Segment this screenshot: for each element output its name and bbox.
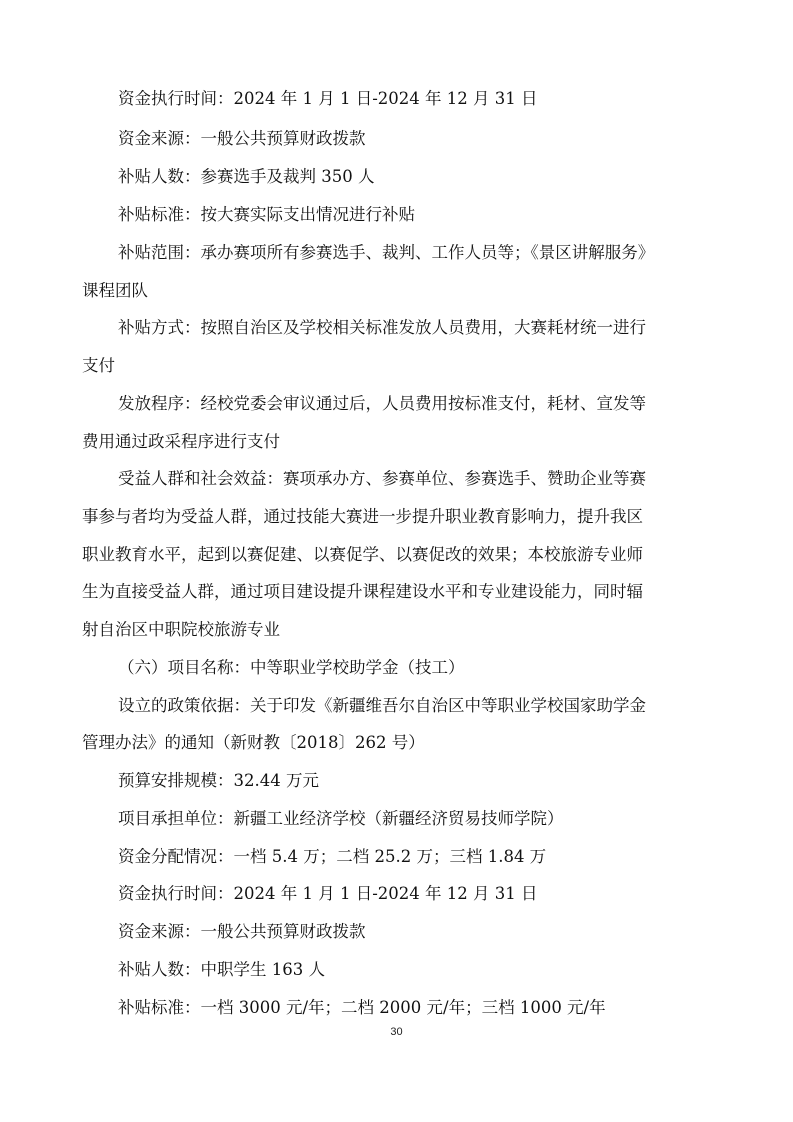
text-line: 事参与者均为受益人群，通过技能大赛进一步提升职业教育影响力，提升我区	[82, 507, 643, 526]
text-line: 课程团队	[82, 281, 148, 300]
text-line: 资金分配情况：一档 5.4 万；二档 25.2 万；三档 1.84 万	[118, 847, 547, 866]
text-line: 项目承担单位：新疆工业经济学校（新疆经济贸易技师学院）	[118, 809, 564, 828]
text-line: 射自治区中职院校旅游专业	[82, 620, 280, 639]
text-line: 资金执行时间：2024 年 1 月 1 日-2024 年 12 月 31 日	[118, 884, 538, 903]
text-line: 职业教育水平，起到以赛促建、以赛促学、以赛促改的效果；本校旅游专业师	[82, 545, 643, 564]
text-line: 支付	[82, 356, 115, 375]
text-line: 发放程序：经校党委会审议通过后，人员费用按标准支付，耗材、宣发等	[118, 394, 646, 413]
text-line: 补贴范围：承办赛项所有参赛选手、裁判、工作人员等；《景区讲解服务》	[118, 243, 655, 262]
text-line: 费用通过政采程序进行支付	[82, 432, 280, 451]
text-line: 补贴人数：中职学生 163 人	[118, 960, 325, 979]
text-line: 设立的政策依据：关于印发《新疆维吾尔自治区中等职业学校国家助学金	[118, 696, 646, 715]
text-line: 资金来源：一般公共预算财政拨款	[118, 129, 366, 148]
text-line: 资金执行时间：2024 年 1 月 1 日-2024 年 12 月 31 日	[118, 89, 538, 108]
text-line: 预算安排规模：32.44 万元	[118, 771, 319, 790]
text-line: 补贴人数：参赛选手及裁判 350 人	[118, 167, 375, 186]
section-heading: （六）项目名称：中等职业学校助学金（技工）	[118, 658, 465, 677]
text-line: 受益人群和社会效益：赛项承办方、参赛单位、参赛选手、赞助企业等赛	[118, 469, 646, 488]
text-line: 资金来源：一般公共预算财政拨款	[118, 922, 366, 941]
text-line: 补贴标准：按大赛实际支出情况进行补贴	[118, 205, 415, 224]
text-line: 补贴方式：按照自治区及学校相关标准发放人员费用，大赛耗材统一进行	[118, 318, 646, 337]
text-line: 管理办法》的通知（新财教〔2018〕262 号）	[82, 733, 425, 752]
text-line: 补贴标准：一档 3000 元/年；二档 2000 元/年；三档 1000 元/年	[118, 998, 606, 1017]
page-number: 30	[390, 1026, 403, 1038]
text-line: 生为直接受益人群，通过项目建设提升课程建设水平和专业建设能力，同时辐	[82, 582, 643, 601]
